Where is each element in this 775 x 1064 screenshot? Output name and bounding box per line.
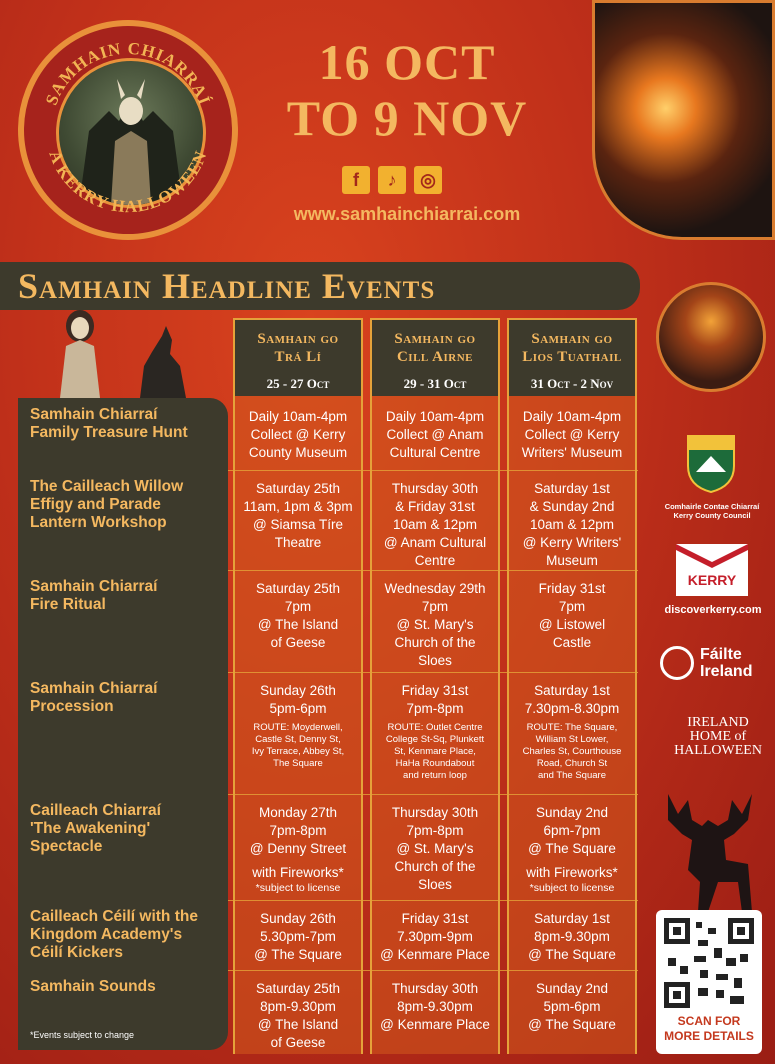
event-cell: Sunday 2nd 5pm-6pm @ The Square xyxy=(528,981,616,1032)
column-header-listowel: Samhain go Lios Tuathail 31 Oct - 2 Nov xyxy=(507,318,637,396)
instagram-icon[interactable]: ◎ xyxy=(414,166,442,194)
discover-kerry-link[interactable]: discoverkerry.com xyxy=(664,604,762,616)
route-text: ROUTE: Moyderwell, Castle St, Denny St, Ivy Terrace, Abbey St, The Square xyxy=(251,722,345,769)
qr-code-icon[interactable] xyxy=(664,918,754,1008)
badge-top-text: SAMHAIN CHIARRAÍ xyxy=(41,38,215,108)
event-cell: Daily 10am-4pm Collect @ Kerry County Museum xyxy=(248,409,348,460)
route-text: ROUTE: The Square, William St Lower, Charles St, Courthouse Road, Church St and The Square xyxy=(522,722,622,781)
event-cell: Daily 10am-4pm Collect @ Kerry Writers' Museum xyxy=(521,409,623,460)
event-cell: Thursday 30th 8pm-9.30pm @ Kenmare Place xyxy=(380,981,490,1032)
svg-text:SAMHAIN CHIARRAÍ xyxy=(42,39,215,108)
event-cell: Sunday 26th 5pm-6pm ROUTE: Moyderwell, Castle St, Denny St, Ivy Terrace, Abbey St, The Square xyxy=(233,674,363,770)
event-cell: Sunday 26th 5.30pm-7pm @ The Square xyxy=(254,911,342,962)
tiktok-icon[interactable]: ♪ xyxy=(378,166,406,194)
council-caption: Comhairle Contae Chiarraí Kerry County Council xyxy=(664,502,760,520)
kerry-logo: KERRY xyxy=(676,544,748,596)
date-line-2: TO 9 NOV xyxy=(286,90,528,146)
failte-ireland-mark-icon xyxy=(660,646,694,680)
event-cell: Wednesday 29th 7pm @ St. Mary's Church of the Sloes xyxy=(384,581,486,668)
failte-ireland-logo: Fáilte Ireland xyxy=(660,644,770,684)
website-link[interactable]: www.samhainchiarrai.com xyxy=(293,204,521,224)
badge-bottom-text: A KERRY HALLOWEEN xyxy=(45,147,211,217)
event-cell: Saturday 25th 7pm @ The Island of Geese xyxy=(255,581,341,650)
event-name-awakening: Cailleach Chiarraí 'The Awakening' Spectacle xyxy=(18,794,228,900)
qr-caption: SCAN FOR MORE DETAILS xyxy=(664,1014,754,1043)
date-line-1: 16 OCT xyxy=(318,34,496,90)
column-header-trali: Samhain go Trá Lí 25 - 27 Oct xyxy=(233,318,363,396)
column-dates: 25 - 27 Oct xyxy=(266,376,330,391)
event-cell: Saturday 1st 7.30pm-8.30pm ROUTE: The Square, William St Lower, Charles St, Courthouse Road, Church St and The Square xyxy=(507,674,637,782)
event-name-ceili: Cailleach Céilí with the Kingdom Academy's Céilí Kickers xyxy=(18,900,228,970)
headline-banner: Samhain Headline Events xyxy=(0,262,640,310)
event-cell: Saturday 25th 8pm-9.30pm @ The Island of Geese xyxy=(255,981,341,1050)
event-cell: Friday 31st 7pm @ Listowel Castle xyxy=(538,581,606,650)
column-dates: 31 Oct - 2 Nov xyxy=(530,376,614,391)
witch-wolf-illustration xyxy=(40,296,200,398)
festival-dates xyxy=(262,34,552,146)
fire-performer-photo xyxy=(592,0,775,240)
event-cell: Monday 27th 7pm-8pm @ Denny Street with Fireworks* *subject to license xyxy=(249,805,347,894)
stag-silhouette-icon xyxy=(648,790,768,912)
event-name-treasure-hunt: Samhain Chiarraí Family Treasure Hunt xyxy=(18,398,228,470)
event-name-procession: Samhain Chiarraí Procession xyxy=(18,672,228,794)
facebook-icon[interactable]: f xyxy=(342,166,370,194)
event-cell: Saturday 25th 11am, 1pm & 3pm @ Siamsa Tíre Theatre xyxy=(243,481,353,550)
event-cell: Thursday 30th & Friday 31st 10am & 12pm @ Anam Cultural Centre xyxy=(383,481,487,568)
kerry-county-council-crest-icon xyxy=(684,432,738,494)
torch-parade-photo xyxy=(656,282,766,392)
event-cell: Sunday 2nd 6pm-7pm @ The Square with Fireworks* *subject to license xyxy=(526,805,618,894)
event-cell: Daily 10am-4pm Collect @ Anam Cultural Centre xyxy=(385,409,485,460)
svg-text:A KERRY HALLOWEEN xyxy=(45,148,210,216)
route-text: ROUTE: Outlet Centre College St-Sq, Plunkett St, Kenmare Place, HaHa Roundabout and return loop xyxy=(385,722,485,781)
event-cell: Friday 31st 7.30pm-9pm @ Kenmare Place xyxy=(380,911,490,962)
event-name-sounds: Samhain Sounds xyxy=(18,970,228,1050)
event-cell: Saturday 1st & Sunday 2nd 10am & 12pm @ Kerry Writers' Museum xyxy=(522,481,622,568)
event-name-fire-ritual: Samhain Chiarraí Fire Ritual xyxy=(18,570,228,672)
ireland-home-of-halloween-logo: IRELAND HOME of HALLOWEEN xyxy=(674,715,762,758)
event-cell: Thursday 30th 7pm-8pm @ St. Mary's Church of the Sloes xyxy=(391,805,479,892)
social-links xyxy=(342,166,442,194)
qr-code-panel[interactable] xyxy=(656,910,762,1054)
event-cell: Saturday 1st 8pm-9.30pm @ The Square xyxy=(528,911,616,962)
column-dates: 29 - 31 Oct xyxy=(403,376,467,391)
samhain-badge-logo xyxy=(18,20,238,240)
event-cell: Friday 31st 7pm-8pm ROUTE: Outlet Centre College St-Sq, Plunkett St, Kenmare Place, HaHa Roundabout and return loop xyxy=(370,674,500,782)
column-header-killarney: Samhain go Cill Airne 29 - 31 Oct xyxy=(370,318,500,396)
events-footnote: *Events subject to change xyxy=(30,1030,135,1040)
event-name-willow-effigy: The Cailleach Willow Effigy and Parade Lantern Workshop xyxy=(18,470,228,570)
